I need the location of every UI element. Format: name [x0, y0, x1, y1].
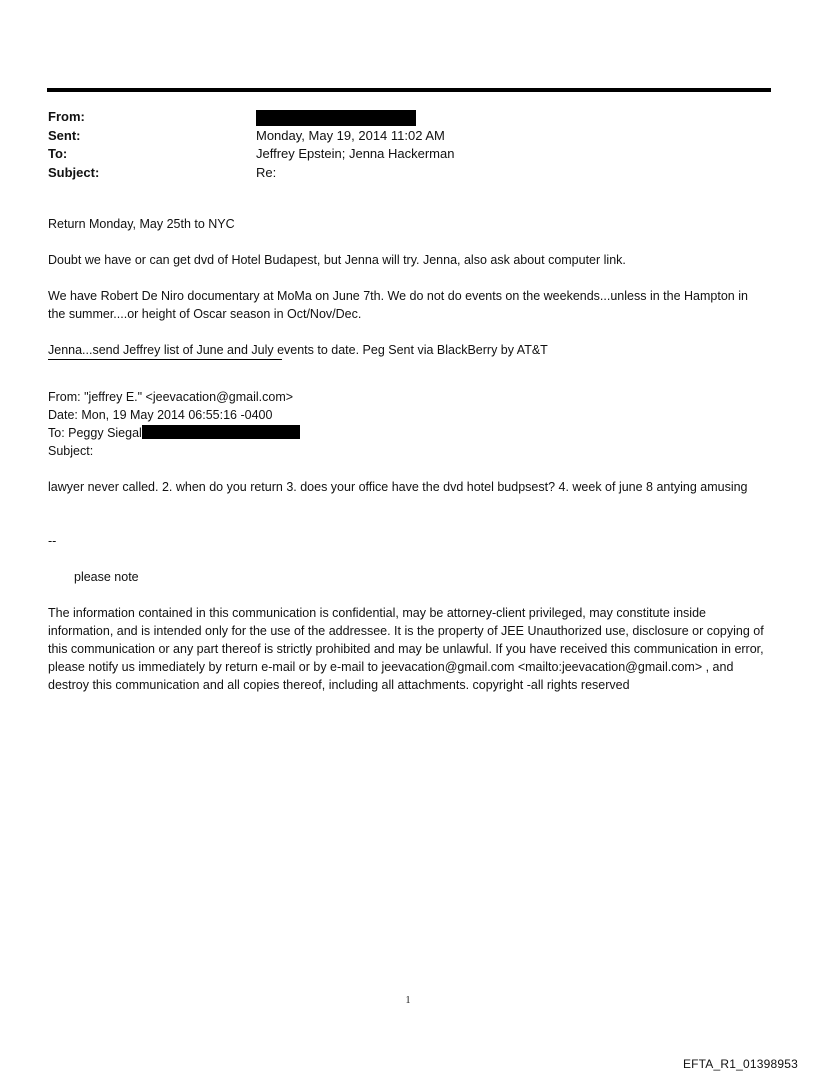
from-value [256, 108, 416, 127]
redaction-block [256, 110, 416, 126]
subject-label: Subject: [48, 164, 100, 180]
forwarded-message: lawyer never called. 2. when do you return 3. does your office have the dvd hotel budpsest? 4. week of june 8 antying amusing [48, 480, 748, 494]
body-paragraph: Doubt we have or can get dvd of Hotel Budapest, but Jenna will try. Jenna, also ask about computer link. [48, 253, 626, 267]
reply-separator [48, 359, 282, 360]
disclaimer: The information contained in this communication is confidential, may be attorney-client privileged, may constitute inside information, and is intended only for the use of the addressee. It is the property of JEE Unauthorized use, disclosure or copying of this communication or any part thereof is strictly prohibited and may be unlawful. If you have received this communication in error, please notify us immediately by return e-mail or by e-mail to jeevacation@gmail.com <mailto:jeevacation@gmail.com> , and destroy this communication and all copies thereof, including all attachments. copyright -all rights reserved [48, 606, 764, 692]
to-label: To: [48, 146, 68, 161]
body-paragraph: We have Robert De Niro documentary at MoMa on June 7th. We do not do events on the weekends...unless in the Hampton in the summer....or height of Oscar season in Oct/Nov/Dec. [48, 289, 748, 321]
bates-number: EFTA_R1_01398953 [682, 1057, 798, 1071]
email-body [48, 215, 768, 712]
from-row [48, 108, 748, 127]
header-rule [47, 88, 771, 92]
forwarded-date-line: Date: Mon, 19 May 2014 06:55:16 -0400 [48, 408, 273, 422]
sent-row [48, 127, 748, 146]
body-paragraph: Return Monday, May 25th to NYC [48, 217, 235, 231]
signature-dash: -- [48, 534, 57, 548]
to-value: Jeffrey Epstein; Jenna Hackerman [256, 146, 455, 161]
forwarded-from-line: From: "jeffrey E." <jeevacation@gmail.com> [48, 390, 294, 404]
to-row [48, 145, 748, 164]
sent-label: Sent: [48, 127, 81, 143]
please-note: please note [74, 570, 139, 584]
redaction-block [142, 425, 300, 439]
sent-value: Monday, May 19, 2014 11:02 AM [256, 127, 445, 143]
body-paragraph: Jenna...send Jeffrey list of June and July events to date. Peg Sent via BlackBerry by AT&T [48, 343, 548, 357]
page-number: 1 [405, 995, 411, 1006]
forwarded-to-text: To: Peggy Siegal [48, 426, 142, 440]
forwarded-to-line [48, 424, 768, 442]
subject-value: Re: [256, 164, 277, 180]
from-label: From: [48, 109, 85, 124]
forwarded-subject-line: Subject: [48, 444, 94, 458]
email-header [48, 108, 748, 182]
subject-row [48, 164, 748, 183]
